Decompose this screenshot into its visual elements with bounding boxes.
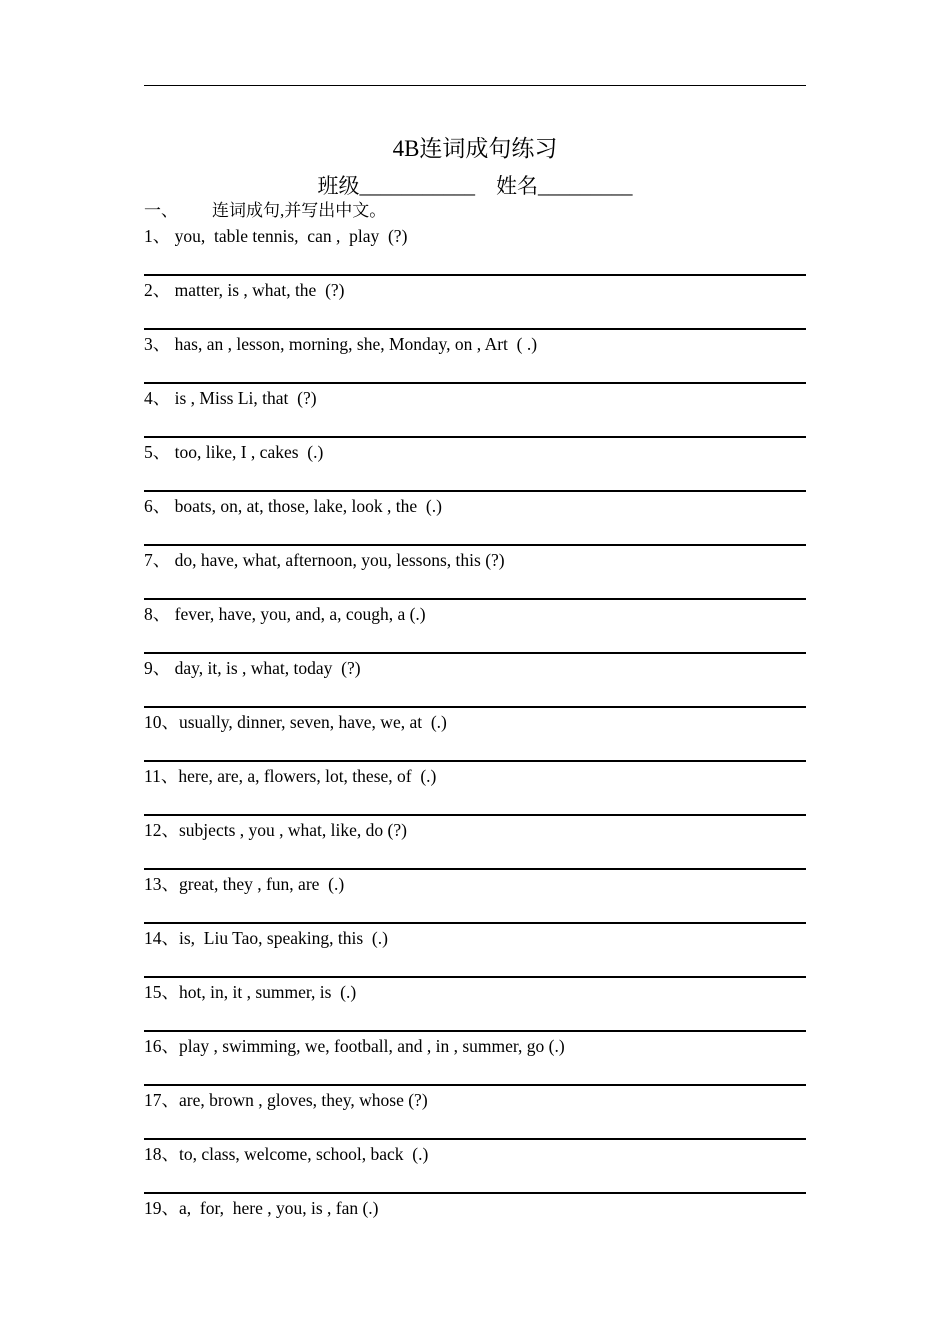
answer-line[interactable]	[144, 922, 806, 924]
question-number: 11、	[144, 766, 179, 786]
answer-line[interactable]	[144, 868, 806, 870]
question-number: 14、	[144, 928, 179, 948]
answer-line[interactable]	[144, 436, 806, 438]
question-number: 13、	[144, 874, 179, 894]
question-number: 9、	[144, 658, 171, 678]
answer-line[interactable]	[144, 490, 806, 492]
section-number: 一、	[144, 201, 178, 220]
question-text	[144, 980, 356, 1004]
question-number: 1、	[144, 226, 171, 246]
question-words: usually, dinner, seven, have, we, at (.)	[179, 712, 447, 732]
answer-line[interactable]	[144, 760, 806, 762]
question-item	[144, 386, 806, 440]
answer-line[interactable]	[144, 1084, 806, 1086]
question-item	[144, 980, 806, 1034]
name-blank: _________	[538, 174, 633, 198]
page-title: 4B连词成句练习	[392, 136, 558, 161]
question-text	[144, 1142, 428, 1166]
question-text	[144, 1088, 428, 1112]
question-number: 4、	[144, 388, 171, 408]
question-text	[144, 548, 505, 572]
answer-line[interactable]	[144, 976, 806, 978]
question-words: to, class, welcome, school, back (.)	[179, 1144, 429, 1164]
class-blank: ___________	[359, 174, 475, 198]
question-number: 7、	[144, 550, 171, 570]
question-number: 3、	[144, 334, 171, 354]
question-number: 19、	[144, 1198, 179, 1218]
question-item	[144, 872, 806, 926]
question-item	[144, 440, 806, 494]
question-item	[144, 710, 806, 764]
question-number: 15、	[144, 982, 179, 1002]
question-list	[144, 224, 806, 1250]
question-text	[144, 818, 407, 842]
question-item	[144, 818, 806, 872]
question-text	[144, 332, 537, 356]
question-words: has, an , lesson, morning, she, Monday, on , Art ( .)	[170, 334, 538, 354]
question-text	[144, 656, 361, 680]
question-number: 5、	[144, 442, 171, 462]
answer-line[interactable]	[144, 598, 806, 600]
question-text	[144, 1034, 565, 1058]
question-item	[144, 332, 806, 386]
question-text	[144, 1196, 379, 1220]
question-words: fever, have, you, and, a, cough, a (.)	[170, 604, 426, 624]
answer-line[interactable]	[144, 1030, 806, 1032]
question-number: 6、	[144, 496, 171, 516]
question-number: 12、	[144, 820, 179, 840]
class-label: 班级	[317, 174, 360, 198]
answer-line[interactable]	[144, 544, 806, 546]
question-item	[144, 926, 806, 980]
question-item	[144, 602, 806, 656]
name-label: 姓名	[496, 174, 538, 198]
question-words: is, Liu Tao, speaking, this (.)	[179, 928, 388, 948]
question-text	[144, 386, 317, 410]
question-text	[144, 710, 447, 734]
answer-line[interactable]	[144, 814, 806, 816]
section-instruction: 连词成句,并写出中文。	[212, 201, 387, 220]
question-words: hot, in, it , summer, is (.)	[179, 982, 357, 1002]
question-words: are, brown , gloves, they, whose (?)	[179, 1090, 428, 1110]
question-text	[144, 278, 345, 302]
question-item	[144, 278, 806, 332]
question-text	[144, 872, 344, 896]
question-words: play , swimming, we, football, and , in , summer, go (.)	[179, 1036, 565, 1056]
question-words: matter, is , what, the (?)	[170, 280, 345, 300]
answer-line[interactable]	[144, 1138, 806, 1140]
question-item	[144, 1142, 806, 1196]
question-words: subjects , you , what, like, do (?)	[179, 820, 407, 840]
question-text	[144, 602, 426, 626]
answer-line[interactable]	[144, 1192, 806, 1194]
question-number: 18、	[144, 1144, 179, 1164]
question-item	[144, 1088, 806, 1142]
question-text	[144, 926, 388, 950]
question-item	[144, 764, 806, 818]
question-words: too, like, I , cakes (.)	[170, 442, 324, 462]
question-number: 16、	[144, 1036, 179, 1056]
question-words: boats, on, at, those, lake, look , the (.)	[170, 496, 442, 516]
answer-line[interactable]	[144, 274, 806, 276]
question-words: a, for, here , you, is , fan (.)	[179, 1198, 379, 1218]
question-text	[144, 494, 442, 518]
question-item	[144, 494, 806, 548]
question-item	[144, 656, 806, 710]
answer-line[interactable]	[144, 382, 806, 384]
student-info-line	[0, 172, 950, 200]
answer-line[interactable]	[144, 328, 806, 330]
question-words: is , Miss Li, that (?)	[170, 388, 317, 408]
question-number: 17、	[144, 1090, 179, 1110]
question-words: you, table tennis, can , play (?)	[170, 226, 408, 246]
question-words: do, have, what, afternoon, you, lessons, this (?)	[170, 550, 505, 570]
question-item	[144, 224, 806, 278]
question-number: 10、	[144, 712, 179, 732]
question-text	[144, 440, 323, 464]
header-rule	[144, 85, 806, 86]
question-number: 2、	[144, 280, 171, 300]
question-words: here, are, a, flowers, lot, these, of (.)	[178, 766, 437, 786]
question-item	[144, 1196, 806, 1250]
question-item	[144, 1034, 806, 1088]
question-text	[144, 764, 436, 788]
answer-line[interactable]	[144, 652, 806, 654]
question-words: great, they , fun, are (.)	[179, 874, 345, 894]
question-item	[144, 548, 806, 602]
answer-line[interactable]	[144, 706, 806, 708]
section-heading	[144, 199, 386, 223]
question-text	[144, 224, 407, 248]
question-words: day, it, is , what, today (?)	[170, 658, 361, 678]
question-number: 8、	[144, 604, 171, 624]
